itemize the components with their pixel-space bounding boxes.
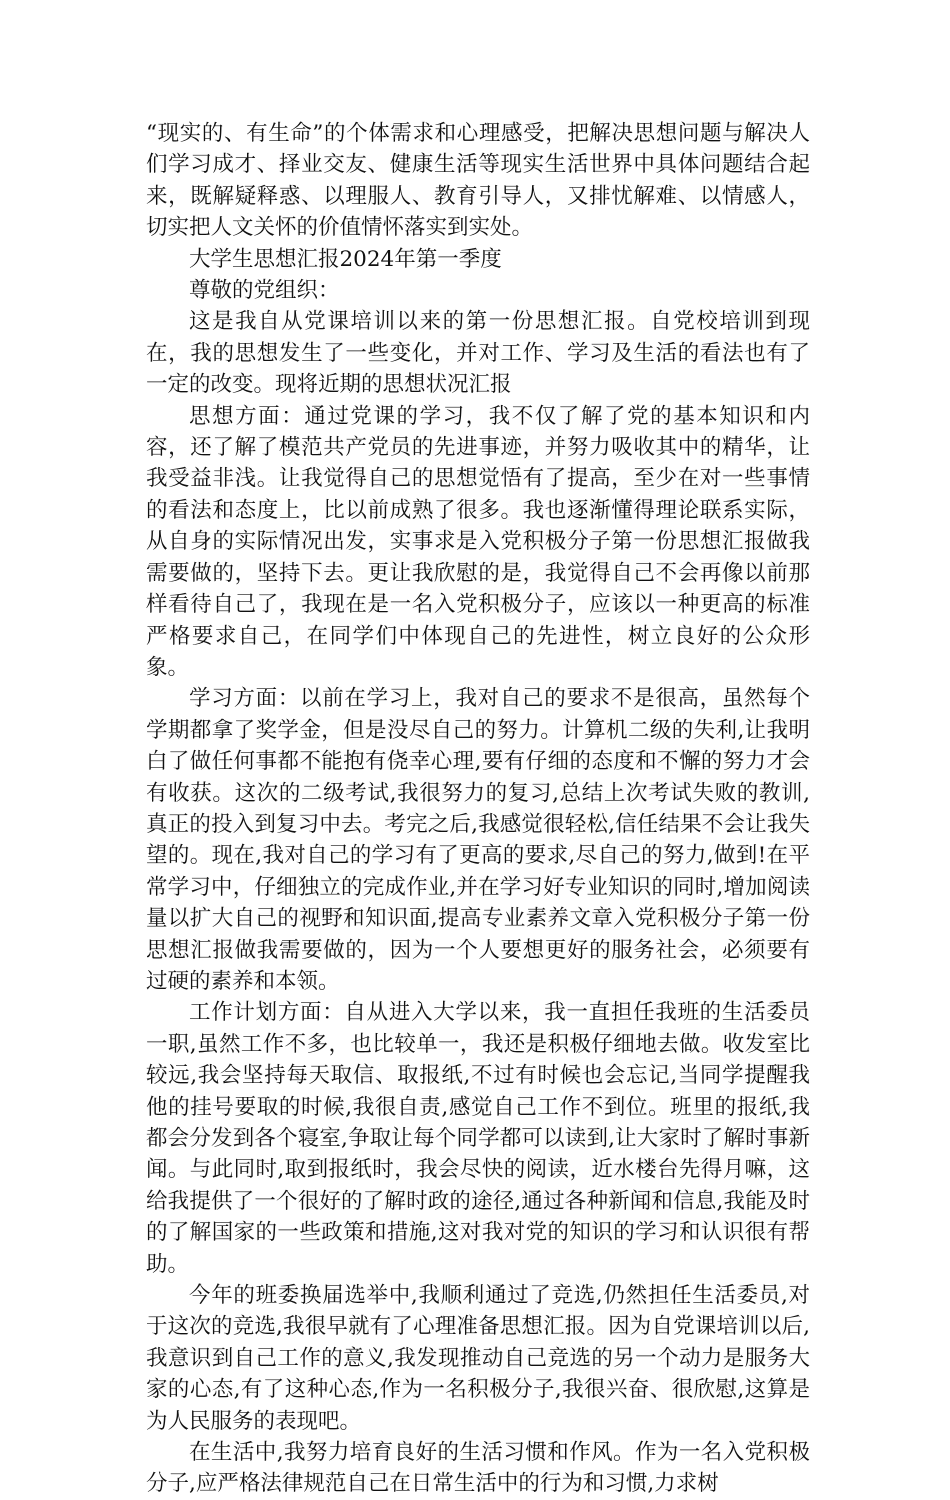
- paragraph-life: 在生活中,我努力培育良好的生活习惯和作风。作为一名入党积极分子,应严格法律规范自己在日常生活中的行为和习惯,力求树: [146, 1440, 810, 1497]
- salutation: 尊敬的党组织：: [189, 278, 340, 304]
- paragraph-thought: 思想方面：通过党课的学习，我不仅了解了党的基本知识和内容，还了解了模范共产党员的先进事迹，并努力吸收其中的精华，让我受益非浅。让我觉得自己的思想觉悟有了提高，至少在对一些事情的看法和态度上，比以前成熟了很多。我也逐渐懂得理论联系实际，从自身的实际情况出发，实事求是入党积极分子第一份思想汇报做我需要做的，坚持下去。更让我欣慰的是，我觉得自己不会再像以前那样看待自己了，我现在是一名入党积极分子，应该以一种更高的标准严格要求自己，在同学们中体现自己的先进性，树立良好的公众形象。: [146, 403, 810, 680]
- report-title: 大学生思想汇报2024年第一季度: [189, 246, 502, 272]
- paragraph-opening: 这是我自从党课培训以来的第一份思想汇报。自党校培训到现在，我的思想发生了一些变化，并对工作、学习及生活的看法也有了一定的改变。现将近期的思想状况汇报: [146, 309, 810, 398]
- document-body: [146, 118, 810, 1500]
- paragraph-study: 学习方面：以前在学习上，我对自己的要求不是很高，虽然每个学期都拿了奖学金，但是没尽自己的努力。计算机二级的失利,让我明白了做任何事都不能抱有侥幸心理,要有仔细的态度和不懈的努力才会有收获。这次的二级考试,我很努力的复习,总结上次考试失败的教训,真正的投入到复习中去。考完之后,我感觉很轻松,信任结果不会让我失望的。现在,我对自己的学习有了更高的要求,尽自己的努力,做到!在平常学习中，仔细独立的完成作业,并在学习好专业知识的同时,增加阅读量以扩大自己的视野和知识面,提高专业素养文章入党积极分子第一份思想汇报做我需要做的，因为一个人要想更好的服务社会，必须要有过硬的素养和本领。: [146, 686, 810, 994]
- paragraph-intro-continuation: “现实的、有生命”的个体需求和心理感受，把解决思想问题与解决人们学习成才、择业交友、健康生活等现实生活世界中具体问题结合起来，既解疑释惑、以理服人、教育引导人，又排忧解难、以情感人，切实把人文关怀的价值情怀落实到实处。: [146, 121, 810, 241]
- paragraph-election: 今年的班委换届选举中,我顺利通过了竞选,仍然担任生活委员,对于这次的竞选,我很早就有了心理准备思想汇报。因为自党课培训以后,我意识到自己工作的意义,我发现推动自己竞选的另一个动力是服务大家的心态,有了这种心态,作为一名积极分子,我很兴奋、很欣慰,这算是为人民服务的表现吧。: [146, 1283, 810, 1434]
- paragraph-work: 工作计划方面：自从进入大学以来，我一直担任我班的生活委员一职,虽然工作不多，也比较单一，我还是积极仔细地去做。收发室比较远,我会坚持每天取信、取报纸,不过有时候也会忘记,当同学提醒我他的挂号要取的时候,我很自责,感觉自己工作不到位。班里的报纸,我都会分发到各个寝室,争取让每个同学都可以读到,让大家时了解时事新闻。与此同时,取到报纸时，我会尽快的阅读，近水楼台先得月嘛，这给我提供了一个很好的了解时政的途径,通过各种新闻和信息,我能及时的了解国家的一些政策和措施,这对我对党的知识的学习和认识很有帮助。: [146, 1000, 810, 1277]
